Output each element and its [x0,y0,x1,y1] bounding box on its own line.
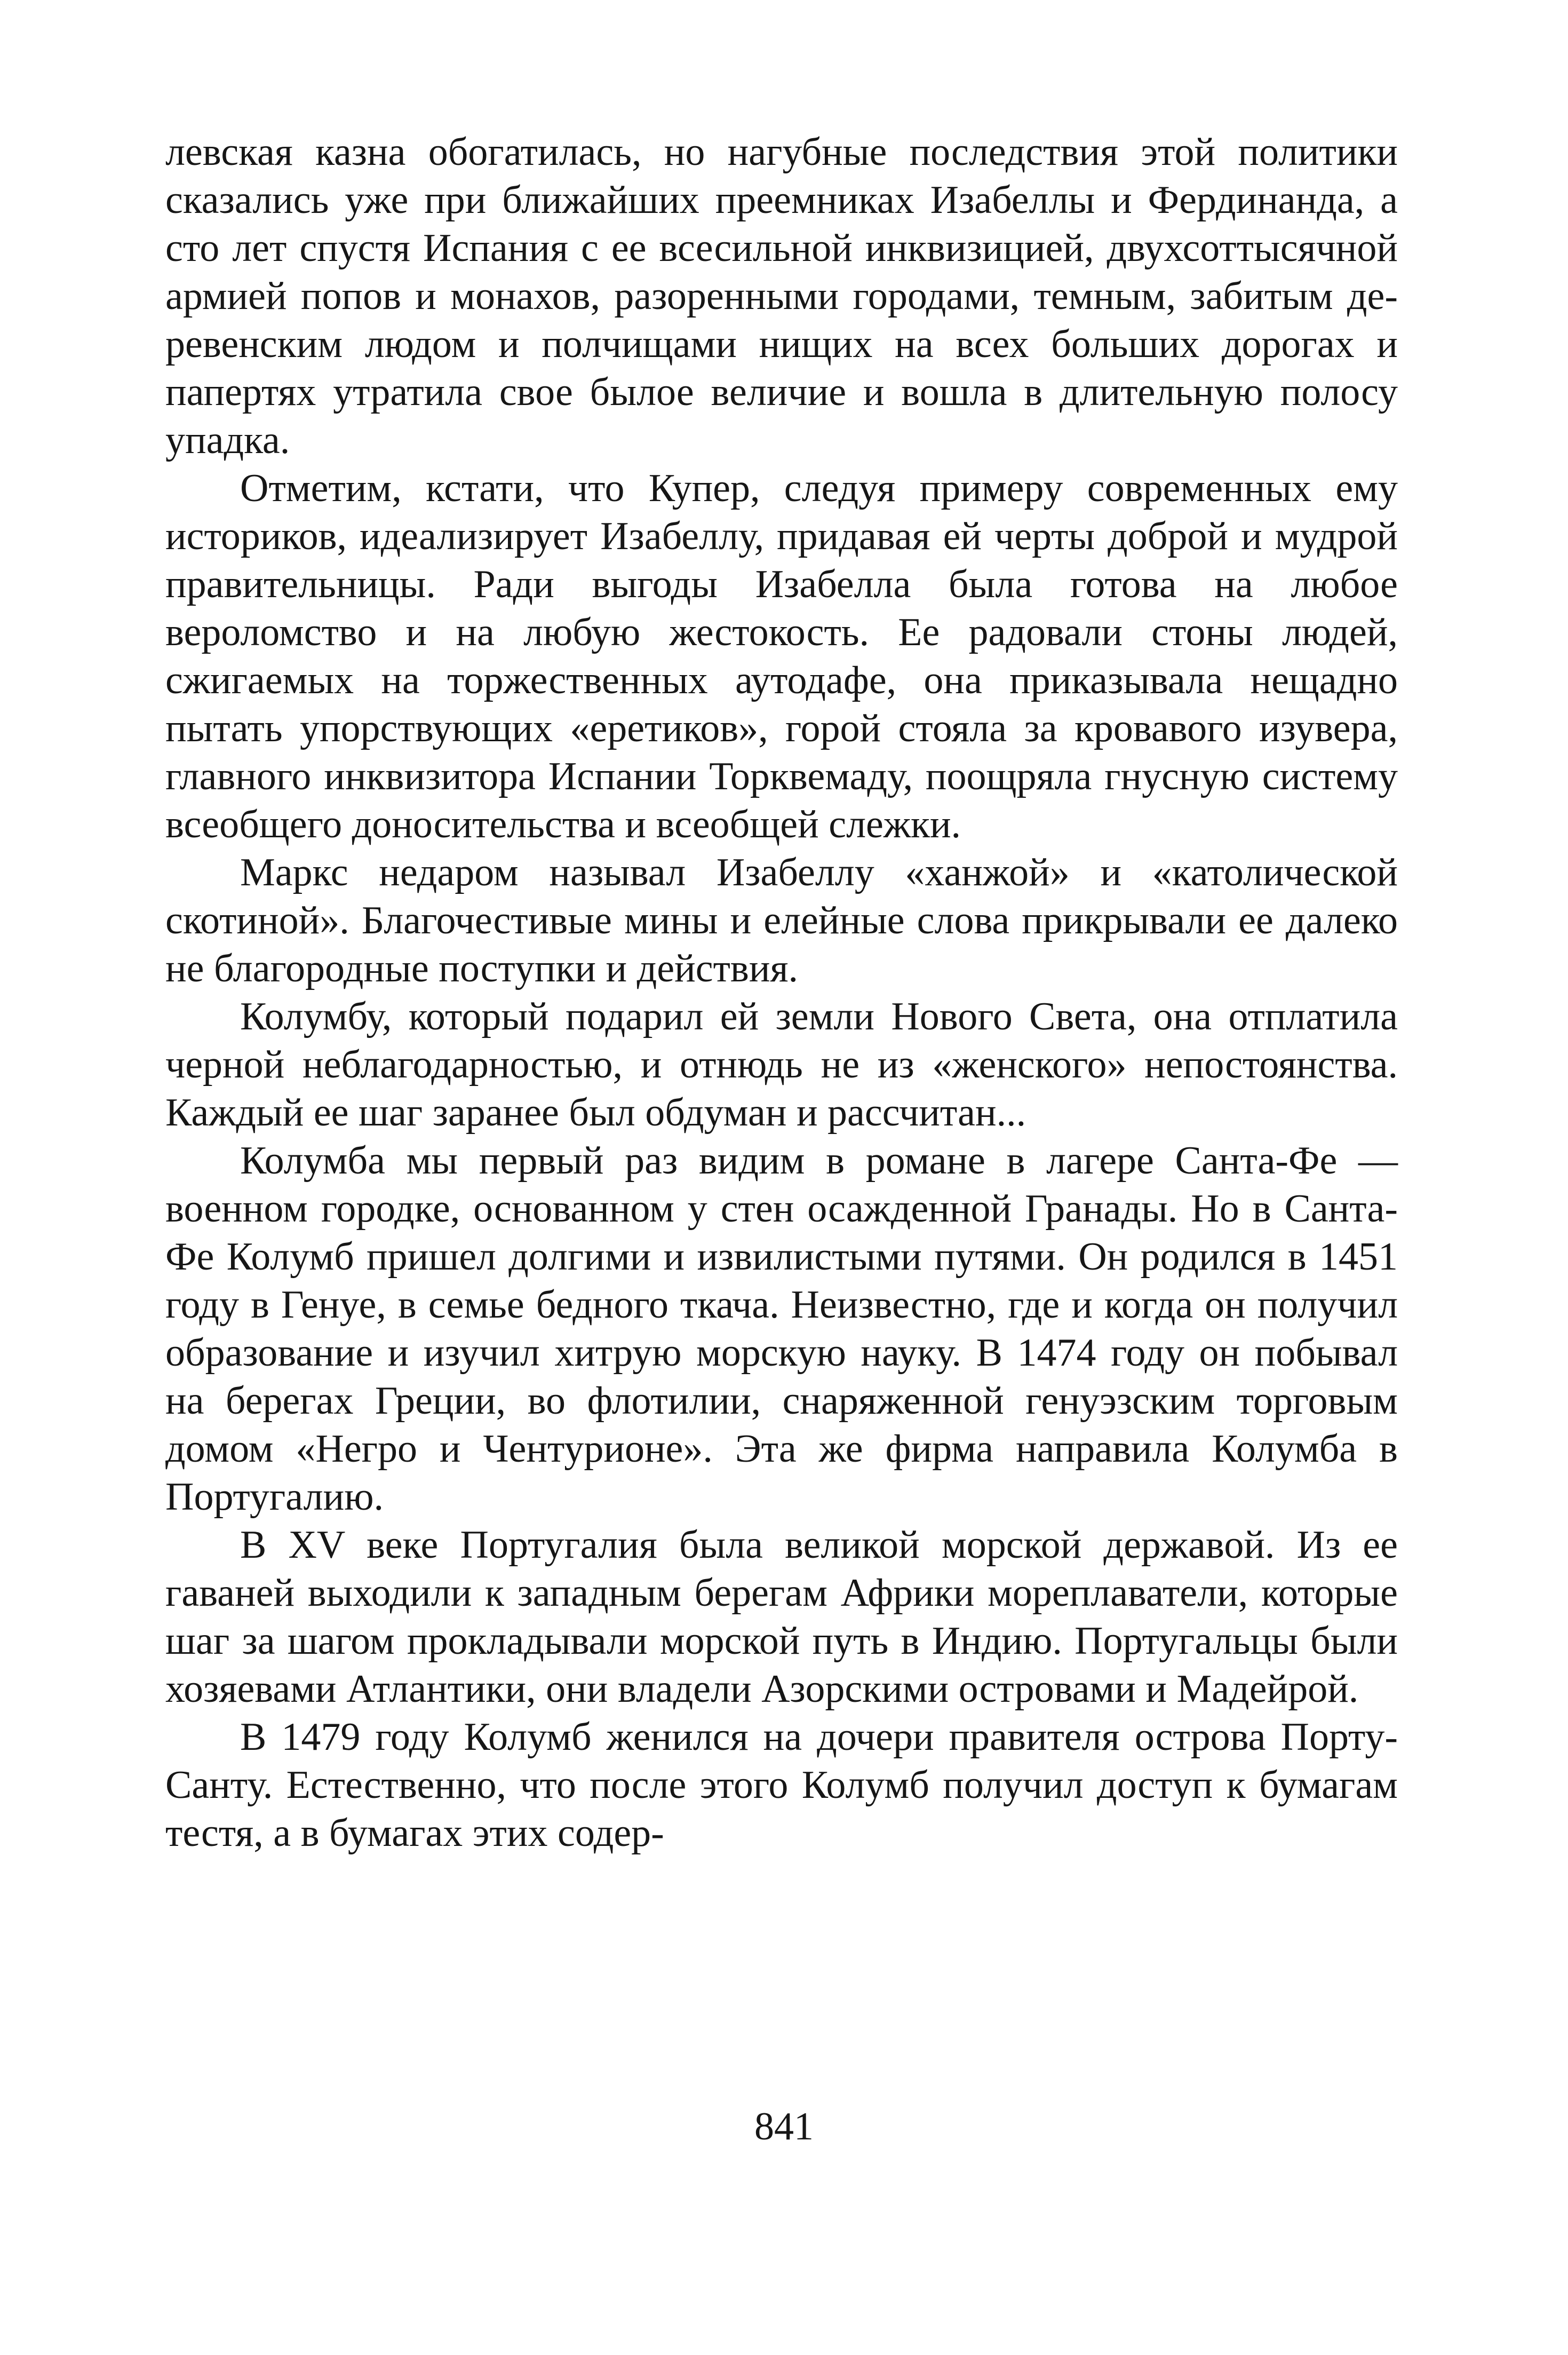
paragraph: В XV веке Португалия была великой морской державой. Из ее гаваней выходили к западным берегам Африки мореплаватели, которые шаг за шагом прокладывали морской путь в Индию. Португальцы были хозяевами Атлантики, они владели Азорскими островами и Мадейрой. [165,1523,1398,1711]
page-number: 841 [754,2105,814,2148]
page-body [165,128,1398,1857]
paragraph: В 1479 году Колумб женился на дочери правителя острова Порту-Санту. Естественно, что после этого Колумб получил доступ к бумагам тестя, а в бумагах этих содер- [165,1715,1398,1855]
paragraph: левская казна обогатилась, но нагубные последствия этой политики сказались уже при ближайших преемниках Изабеллы и Фердинанда, а сто лет спустя Испания с ее всесильной инквизицией, двухсоттысячной армией попов и монахов, разоренными городами, темным, забитым деревенским людом и полчищами нищих на всех больших дорогах и папертях утратила свое былое величие и вошла в длительную полосу упадка. [165,130,1398,462]
paragraph: Колумбу, который подарил ей земли Нового Света, она отплатила черной неблагодарностью, и отнюдь не из «женского» непостоянства. Каждый ее шаг заранее был обдуман и рассчитан... [165,995,1398,1135]
paragraph: Маркс недаром называл Изабеллу «ханжой» и «католической скотиной». Благочестивые мины и елейные слова прикрывали ее далеко не благородные поступки и действия. [165,851,1398,990]
paragraph: Колумба мы первый раз видим в романе в лагере Санта-Фе — военном городке, основанном у стен осажденной Гранады. Но в Санта-Фе Колумб пришел долгими и извилистыми путями. Он родился в 1451 году в Генуе, в семье бедного ткача. Неизвестно, где и когда он получил образование и изучил хитрую морскую науку. В 1474 году он побывал на берегах Греции, во флотилии, снаряженной генуэзским торговым домом «Негро и Чентурионе». Эта же фирма направила Колумба в Португалию. [165,1139,1398,1519]
paragraph: Отметим, кстати, что Купер, следуя примеру современных ему историков, идеализирует Изабеллу, придавая ей черты доброй и мудрой правительницы. Ради выгоды Изабелла была готова на любое вероломство и на любую жестокость. Ее радовали стоны людей, сжигаемых на торжественных аутодафе, она приказывала нещадно пытать упорствующих «еретиков», горой стояла за кровавого изувера, главного инквизитора Испании Торквемаду, поощряла гнусную систему всеобщего доносительства и всеобщей слежки. [165,466,1398,846]
